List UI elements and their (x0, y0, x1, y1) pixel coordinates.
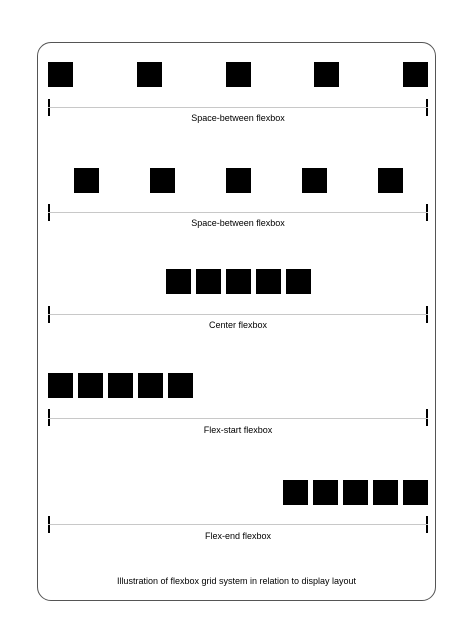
flex-box (314, 62, 339, 87)
flex-box (78, 373, 103, 398)
flex-box (256, 269, 281, 294)
flex-box (226, 62, 251, 87)
box-container (48, 480, 428, 505)
flex-box (378, 168, 403, 193)
flex-box (283, 480, 308, 505)
flex-row-space-around (48, 167, 428, 247)
flex-box (166, 269, 191, 294)
container-baseline (48, 212, 428, 213)
flex-box (313, 480, 338, 505)
container-baseline (48, 418, 428, 419)
flex-box (286, 269, 311, 294)
container-baseline (48, 314, 428, 315)
flex-box (373, 480, 398, 505)
row-caption: Flex-end flexbox (204, 531, 272, 541)
flex-box (343, 480, 368, 505)
box-container (48, 62, 428, 87)
box-container (48, 373, 428, 398)
flex-row-space-between (48, 62, 428, 142)
flex-box (137, 62, 162, 87)
flex-row-flex-end (48, 480, 428, 560)
row-caption: Space-between flexbox (191, 218, 285, 228)
flex-box (138, 373, 163, 398)
flex-box (48, 62, 73, 87)
flex-box (108, 373, 133, 398)
container-baseline (48, 524, 428, 525)
row-caption: Center flexbox (208, 320, 268, 330)
flex-box (168, 373, 193, 398)
flex-box (48, 373, 73, 398)
flex-row-center (48, 269, 428, 349)
container-baseline (48, 107, 428, 108)
flex-box (302, 168, 327, 193)
flex-box (403, 62, 428, 87)
figure-caption: Illustration of flexbox grid system in relation to display layout (116, 576, 357, 586)
flex-box (74, 168, 99, 193)
row-caption: Space-between flexbox (191, 113, 285, 123)
flex-box (226, 168, 251, 193)
box-container (48, 168, 428, 193)
flex-row-flex-start (48, 373, 428, 453)
flex-box (150, 168, 175, 193)
flex-box (403, 480, 428, 505)
row-caption: Flex-start flexbox (203, 425, 273, 435)
box-container (48, 269, 428, 294)
flex-box (196, 269, 221, 294)
flex-box (226, 269, 251, 294)
